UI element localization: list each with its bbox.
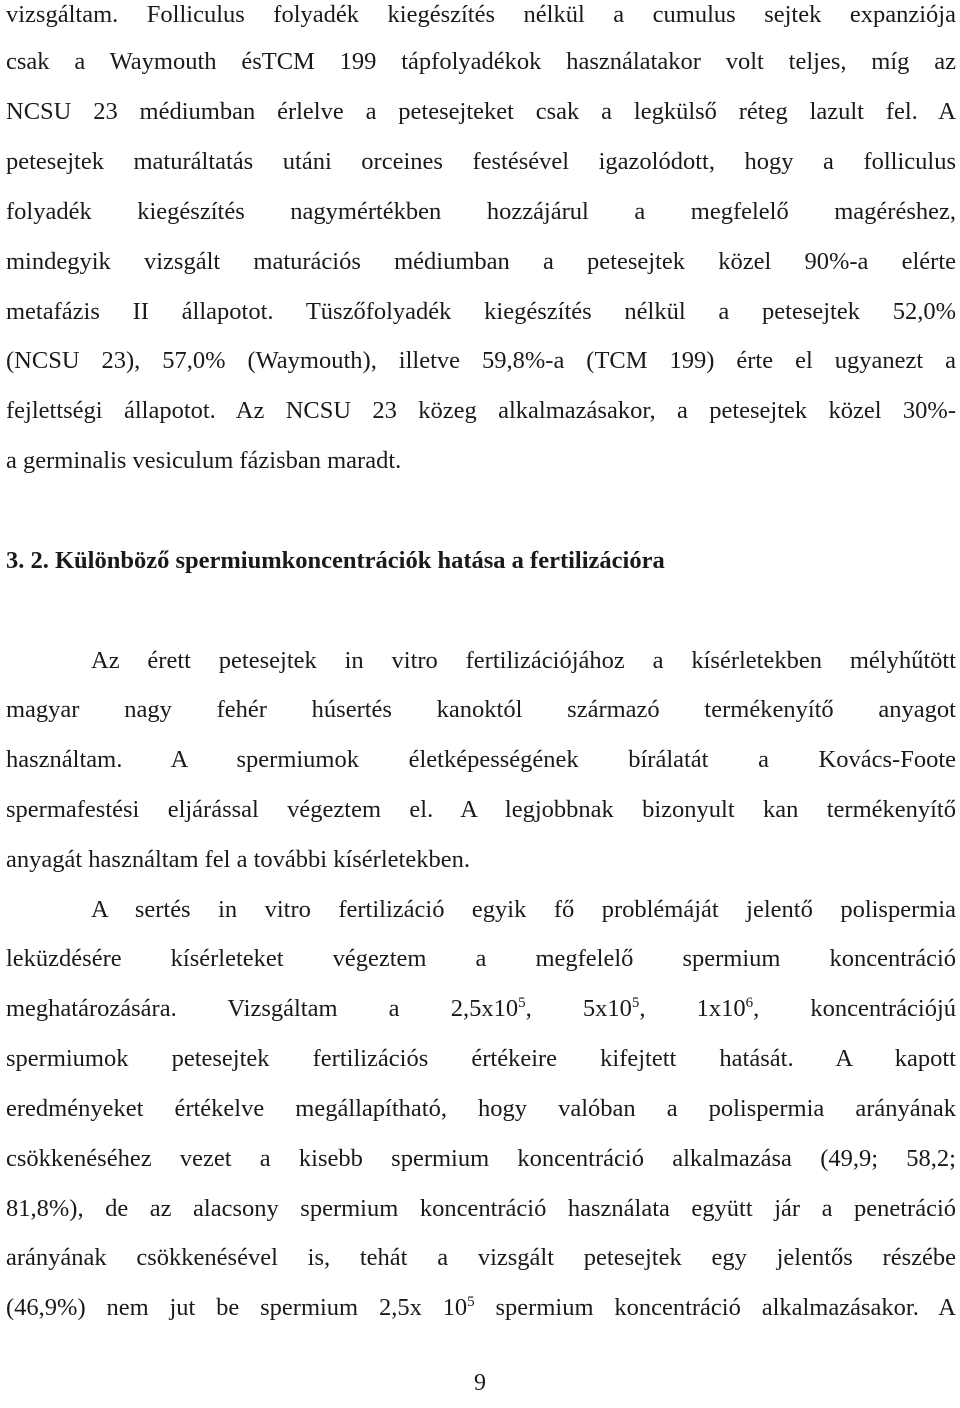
body-text-line: mindegyik vizsgált maturációs médiumban a petesejtek közel 90%-a elérte [6, 248, 956, 275]
body-text-line-with-exponent [6, 1293, 956, 1323]
exponent: 5 [518, 995, 526, 1011]
body-text-line: Az érett petesejtek in vitro fertilizációjához a kísérletekben mélyhűtött [91, 647, 956, 674]
body-text-line: anyagát használtam fel a további kísérletekben. [6, 846, 470, 873]
body-text-line: csökkenéséhez vezet a kisebb spermium koncentráció alkalmazása (49,9; 58,2; [6, 1145, 956, 1172]
body-text-line: NCSU 23 médiumban érlelve a petesejteket csak a legkülső réteg lazult fel. A [6, 98, 956, 125]
text-segment: meghatározására. Vizsgáltam a 2,5x10 [6, 995, 519, 1022]
body-text-line-with-exponents [6, 994, 956, 1024]
body-text-line: a germinalis vesiculum fázisban maradt. [6, 447, 402, 474]
page-number: 9 [474, 1370, 486, 1396]
body-text-line: vizsgáltam. Folliculus folyadék kiegészítés nélkül a cumulus sejtek expanziója [6, 1, 956, 28]
body-text-line: magyar nagy fehér húsertés kanoktól származó termékenyítő anyagot [6, 696, 956, 723]
body-text-line: fejlettségi állapotot. Az NCSU 23 közeg alkalmazásakor, a petesejtek közel 30%- [6, 397, 956, 424]
body-text-line: csak a Waymouth ésTCM 199 tápfolyadékok használatakor volt teljes, míg az [6, 48, 956, 75]
body-text-line: folyadék kiegészítés nagymértékben hozzájárul a megfelelő magéréshez, [6, 198, 956, 225]
text-segment: , 1x10 [639, 995, 746, 1022]
text-segment: , 5x10 [525, 995, 632, 1022]
body-text-line: leküzdésére kísérleteket végeztem a megfelelő spermium koncentráció [6, 945, 956, 972]
body-text-line: spermiumok petesejtek fertilizációs értékeire kifejtett hatását. A kapott [6, 1045, 956, 1072]
body-text-line: eredményeket értékelve megállapítható, hogy valóban a polispermia arányának [6, 1095, 956, 1122]
body-text-line: petesejtek maturáltatás utáni orceines festésével igazolódott, hogy a folliculus [6, 148, 956, 175]
body-text-line: használtam. A spermiumok életképességének bírálatát a Kovács-Foote [6, 746, 956, 773]
body-text-line: A sertés in vitro fertilizáció egyik fő problémáját jelentő polispermia [91, 896, 956, 923]
body-text-line: 81,8%), de az alacsony spermium koncentráció használata együtt jár a penetráció [6, 1195, 956, 1222]
exponent: 5 [631, 995, 640, 1011]
body-text-line: (NCSU 23), 57,0% (Waymouth), illetve 59,8%-a (TCM 199) érte el ugyanezt a [6, 347, 956, 374]
text-segment: spermium koncentráció alkalmazásakor. A [474, 1294, 957, 1321]
text-segment: (46,9%) nem jut be spermium 2,5x 10 [6, 1294, 468, 1321]
body-text-line: arányának csökkenésével is, tehát a vizsgált petesejtek egy jelentős részébe [6, 1244, 956, 1271]
section-heading: 3. 2. Különböző spermiumkoncentrációk hatása a fertilizációra [6, 547, 665, 574]
exponent: 6 [745, 995, 754, 1011]
body-text-line: spermafestési eljárással végeztem el. A legjobbnak bizonyult kan termékenyítő [6, 796, 956, 823]
text-segment: , koncentrációjú [753, 995, 957, 1022]
exponent: 5 [467, 1294, 475, 1310]
body-text-line: metafázis II állapotot. Tüszőfolyadék kiegészítés nélkül a petesejtek 52,0% [6, 298, 956, 325]
